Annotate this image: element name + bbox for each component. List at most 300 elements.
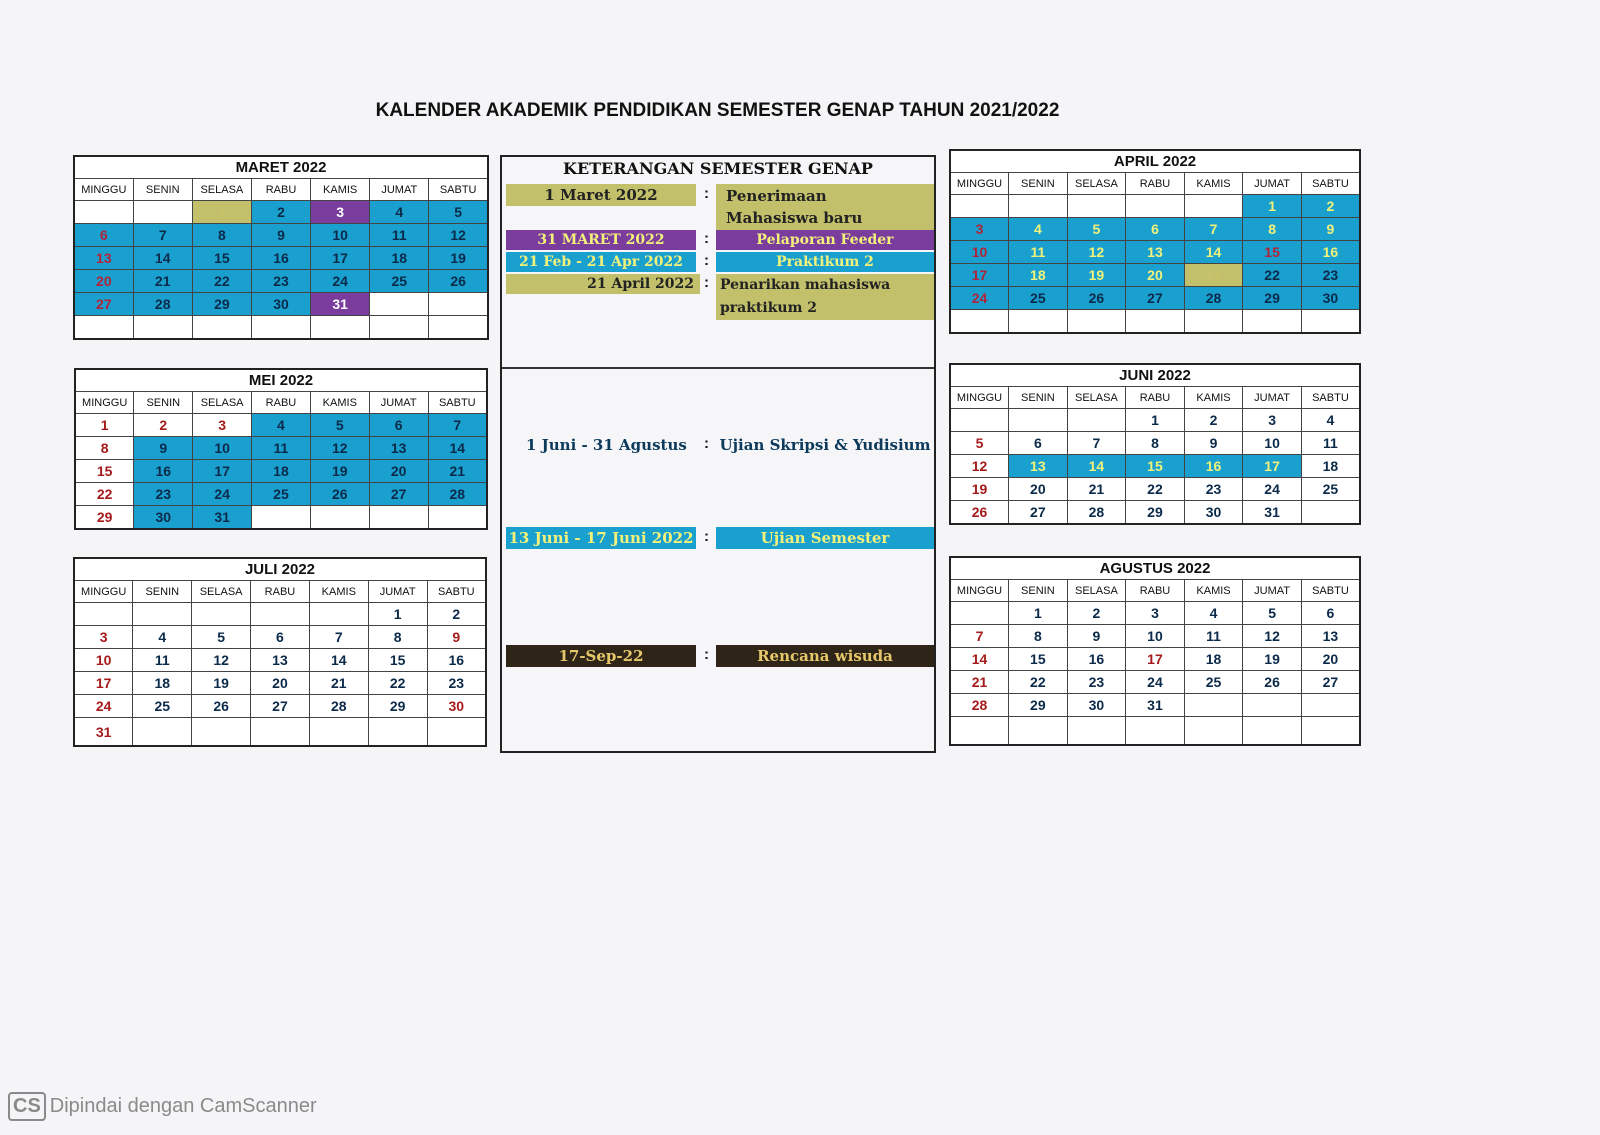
day-cell — [192, 603, 251, 626]
day-cell: 12 — [429, 224, 488, 247]
day-cell: 16 — [1184, 455, 1243, 478]
day-cell: 19 — [429, 247, 488, 270]
watermark-text: Dipindai dengan CamScanner — [49, 1095, 317, 1117]
day-cell: 21 — [133, 270, 192, 293]
day-cell: 7 — [133, 224, 192, 247]
day-cell — [133, 603, 192, 626]
event-desc: Penarikan mahasiswa praktikum 2 — [716, 274, 934, 320]
day-cell: 13 — [74, 247, 133, 270]
day-cell: 2 — [1067, 602, 1126, 625]
day-cell — [74, 201, 133, 224]
day-cell: 11 — [370, 224, 429, 247]
day-cell: 9 — [1067, 625, 1126, 648]
day-cell: 3 — [74, 626, 133, 649]
day-cell: 21 — [950, 671, 1009, 694]
event-date: 31 MARET 2022 — [506, 230, 696, 250]
day-header: SABTU — [1301, 173, 1360, 195]
day-cell: 15 — [1009, 648, 1068, 671]
colon: : — [704, 185, 709, 202]
day-cell — [133, 718, 192, 747]
day-cell: 8 — [192, 224, 251, 247]
day-cell: 2 — [134, 414, 193, 437]
day-cell: 9 — [1301, 218, 1360, 241]
day-cell — [1067, 717, 1126, 746]
day-cell — [1126, 310, 1185, 334]
month-title: MEI 2022 — [75, 369, 487, 392]
day-header: RABU — [251, 179, 310, 201]
day-cell: 16 — [427, 649, 486, 672]
event-date: 21 April 2022 — [506, 274, 700, 294]
day-cell: 1 — [192, 201, 251, 224]
day-cell: 28 — [428, 483, 487, 506]
day-header: MINGGU — [950, 173, 1009, 195]
day-cell — [429, 293, 488, 316]
day-cell — [1243, 694, 1302, 717]
day-cell: 27 — [74, 293, 133, 316]
day-header: SELASA — [192, 581, 251, 603]
day-header: SENIN — [134, 392, 193, 414]
day-header: KAMIS — [1184, 173, 1243, 195]
day-cell: 27 — [1301, 671, 1360, 694]
day-cell: 5 — [1243, 602, 1302, 625]
day-cell: 26 — [950, 501, 1009, 525]
day-cell: 31 — [193, 506, 252, 530]
day-cell: 23 — [1184, 478, 1243, 501]
day-cell: 4 — [133, 626, 192, 649]
day-header: SELASA — [1067, 580, 1126, 602]
day-cell — [74, 603, 133, 626]
day-cell: 3 — [1126, 602, 1185, 625]
day-cell: 26 — [1243, 671, 1302, 694]
day-cell: 17 — [1126, 648, 1185, 671]
day-header: MINGGU — [74, 581, 133, 603]
day-cell — [370, 316, 429, 340]
day-header: JUMAT — [1243, 580, 1302, 602]
day-cell — [1301, 310, 1360, 334]
day-cell: 20 — [251, 672, 310, 695]
day-cell: 1 — [75, 414, 134, 437]
day-cell — [427, 718, 486, 747]
day-cell: 5 — [429, 201, 488, 224]
day-header: SENIN — [1009, 387, 1068, 409]
day-cell — [950, 310, 1009, 334]
day-cell: 26 — [192, 695, 251, 718]
day-cell: 11 — [252, 437, 311, 460]
calendar-juli — [73, 557, 487, 747]
day-cell: 21 — [428, 460, 487, 483]
day-header: SENIN — [133, 581, 192, 603]
day-header: RABU — [251, 581, 310, 603]
day-header: SABTU — [1301, 387, 1360, 409]
day-cell — [133, 316, 192, 340]
day-cell: 18 — [370, 247, 429, 270]
day-cell: 13 — [1301, 625, 1360, 648]
day-cell: 8 — [75, 437, 134, 460]
day-cell — [1009, 310, 1068, 334]
calendar-april — [949, 149, 1361, 334]
day-header: JUMAT — [368, 581, 427, 603]
day-header: MINGGU — [950, 580, 1009, 602]
day-cell — [1067, 310, 1126, 334]
day-cell: 12 — [1243, 625, 1302, 648]
day-cell — [251, 718, 310, 747]
camscanner-watermark — [8, 1092, 317, 1121]
event-desc: Rencana wisuda — [716, 645, 934, 667]
day-cell: 4 — [1184, 602, 1243, 625]
day-cell: 16 — [1301, 241, 1360, 264]
day-cell — [309, 603, 368, 626]
day-header: SABTU — [427, 581, 486, 603]
day-cell: 28 — [133, 293, 192, 316]
day-cell: 14 — [428, 437, 487, 460]
day-cell — [1009, 717, 1068, 746]
day-cell — [1126, 717, 1185, 746]
day-header: RABU — [252, 392, 311, 414]
day-cell: 10 — [74, 649, 133, 672]
calendar-maret — [73, 155, 489, 340]
day-cell — [251, 316, 310, 340]
day-cell — [1301, 501, 1360, 525]
day-cell: 25 — [1301, 478, 1360, 501]
day-cell: 6 — [1301, 602, 1360, 625]
day-cell: 4 — [370, 201, 429, 224]
day-cell: 8 — [1126, 432, 1185, 455]
day-cell: 20 — [1126, 264, 1185, 287]
day-cell: 3 — [1243, 409, 1302, 432]
day-cell: 18 — [1009, 264, 1068, 287]
day-cell: 5 — [1067, 218, 1126, 241]
day-header: SELASA — [1067, 387, 1126, 409]
day-cell: 22 — [192, 270, 251, 293]
day-header: KAMIS — [1184, 387, 1243, 409]
day-cell: 21 — [1067, 478, 1126, 501]
day-cell: 19 — [310, 460, 369, 483]
calendar-juni — [949, 363, 1361, 525]
day-cell: 1 — [368, 603, 427, 626]
day-cell: 31 — [1243, 501, 1302, 525]
day-cell: 26 — [1067, 287, 1126, 310]
day-cell: 9 — [251, 224, 310, 247]
day-cell: 25 — [133, 695, 192, 718]
day-cell: 10 — [193, 437, 252, 460]
day-cell: 6 — [251, 626, 310, 649]
day-cell: 29 — [1243, 287, 1302, 310]
day-cell — [192, 316, 251, 340]
day-header: SENIN — [1009, 580, 1068, 602]
day-cell: 29 — [368, 695, 427, 718]
event-desc: Praktikum 2 — [716, 252, 934, 272]
day-cell — [1301, 694, 1360, 717]
day-cell: 17 — [950, 264, 1009, 287]
month-title: APRIL 2022 — [950, 150, 1360, 173]
day-header: SABTU — [428, 392, 487, 414]
day-cell: 18 — [1184, 648, 1243, 671]
day-cell: 5 — [192, 626, 251, 649]
day-cell: 25 — [370, 270, 429, 293]
colon: : — [704, 528, 709, 545]
day-cell — [1067, 409, 1126, 432]
day-cell: 1 — [1009, 602, 1068, 625]
day-cell — [192, 718, 251, 747]
day-cell: 25 — [252, 483, 311, 506]
day-cell: 14 — [1067, 455, 1126, 478]
day-cell: 18 — [133, 672, 192, 695]
day-cell: 13 — [1126, 241, 1185, 264]
day-cell: 18 — [1301, 455, 1360, 478]
day-cell — [950, 195, 1009, 218]
day-header: JUMAT — [370, 179, 429, 201]
day-cell: 22 — [75, 483, 134, 506]
day-cell: 16 — [251, 247, 310, 270]
day-cell: 29 — [192, 293, 251, 316]
day-cell: 24 — [74, 695, 133, 718]
day-cell: 17 — [74, 672, 133, 695]
day-cell: 24 — [1243, 478, 1302, 501]
day-cell: 22 — [1009, 671, 1068, 694]
day-cell — [428, 506, 487, 530]
day-cell: 17 — [311, 247, 370, 270]
day-cell: 19 — [950, 478, 1009, 501]
calendar-agustus — [949, 556, 1361, 746]
day-cell: 23 — [1301, 264, 1360, 287]
day-cell: 7 — [950, 625, 1009, 648]
day-cell: 11 — [133, 649, 192, 672]
day-cell: 30 — [134, 506, 193, 530]
day-cell: 20 — [1301, 648, 1360, 671]
day-cell — [1184, 310, 1243, 334]
day-cell: 7 — [428, 414, 487, 437]
day-cell: 12 — [192, 649, 251, 672]
day-cell — [950, 409, 1009, 432]
day-cell: 28 — [950, 694, 1009, 717]
day-cell: 23 — [134, 483, 193, 506]
day-cell: 9 — [427, 626, 486, 649]
day-header: KAMIS — [309, 581, 368, 603]
day-cell: 27 — [251, 695, 310, 718]
day-header: JUMAT — [369, 392, 428, 414]
month-title: JUNI 2022 — [950, 364, 1360, 387]
day-cell: 15 — [75, 460, 134, 483]
day-cell: 12 — [950, 455, 1009, 478]
day-cell: 7 — [1184, 218, 1243, 241]
day-cell: 27 — [369, 483, 428, 506]
day-cell — [251, 603, 310, 626]
day-cell: 7 — [309, 626, 368, 649]
day-cell: 19 — [1243, 648, 1302, 671]
day-header: SABTU — [1301, 580, 1360, 602]
day-cell: 3 — [950, 218, 1009, 241]
day-cell: 29 — [75, 506, 134, 530]
day-cell: 12 — [1067, 241, 1126, 264]
event-date: 13 Juni - 17 Juni 2022 — [506, 527, 696, 549]
day-cell — [1009, 409, 1068, 432]
day-cell: 24 — [311, 270, 370, 293]
day-header: MINGGU — [74, 179, 133, 201]
day-header: JUMAT — [1243, 387, 1302, 409]
day-cell — [950, 717, 1009, 746]
day-cell: 25 — [1184, 671, 1243, 694]
day-cell: 10 — [1243, 432, 1302, 455]
month-title: AGUSTUS 2022 — [950, 557, 1360, 580]
keterangan-title: KETERANGAN SEMESTER GENAP — [563, 159, 873, 178]
day-cell: 15 — [192, 247, 251, 270]
day-cell — [311, 316, 370, 340]
day-cell: 20 — [74, 270, 133, 293]
day-header: SELASA — [1067, 173, 1126, 195]
day-cell: 7 — [1067, 432, 1126, 455]
day-cell: 28 — [309, 695, 368, 718]
day-header: SENIN — [133, 179, 192, 201]
event-desc: Ujian Skripsi & Yudisium — [719, 436, 931, 454]
day-cell — [1184, 717, 1243, 746]
day-cell: 10 — [311, 224, 370, 247]
day-header: SABTU — [429, 179, 488, 201]
day-cell: 17 — [1243, 455, 1302, 478]
day-cell: 14 — [133, 247, 192, 270]
day-cell: 26 — [429, 270, 488, 293]
day-header: RABU — [1126, 580, 1185, 602]
keterangan-panel — [500, 155, 936, 753]
day-cell: 4 — [1009, 218, 1068, 241]
day-header: JUMAT — [1243, 173, 1302, 195]
day-cell: 19 — [1067, 264, 1126, 287]
day-cell — [1126, 195, 1185, 218]
event-date: 1 Juni - 31 Agustus — [526, 436, 687, 454]
day-cell: 28 — [1067, 501, 1126, 525]
day-cell: 15 — [1126, 455, 1185, 478]
day-cell: 29 — [1126, 501, 1185, 525]
day-cell: 12 — [310, 437, 369, 460]
day-cell: 29 — [1009, 694, 1068, 717]
day-cell: 11 — [1009, 241, 1068, 264]
day-cell: 27 — [1126, 287, 1185, 310]
day-cell: 18 — [252, 460, 311, 483]
day-cell: 20 — [369, 460, 428, 483]
day-cell — [1301, 717, 1360, 746]
day-cell: 13 — [251, 649, 310, 672]
day-cell: 24 — [193, 483, 252, 506]
day-cell: 28 — [1184, 287, 1243, 310]
day-header: KAMIS — [310, 392, 369, 414]
day-cell: 14 — [950, 648, 1009, 671]
day-header: SELASA — [193, 392, 252, 414]
day-cell: 30 — [251, 293, 310, 316]
day-header: MINGGU — [75, 392, 134, 414]
day-cell: 15 — [368, 649, 427, 672]
day-cell: 23 — [1067, 671, 1126, 694]
day-cell: 9 — [134, 437, 193, 460]
month-title: MARET 2022 — [74, 156, 488, 179]
divider — [502, 367, 934, 369]
colon: : — [704, 252, 709, 269]
day-cell: 6 — [74, 224, 133, 247]
page-title: KALENDER AKADEMIK PENDIDIKAN SEMESTER GENAP TAHUN 2021/2022 — [375, 100, 1060, 121]
event-date: 21 Feb - 21 Apr 2022 — [506, 252, 696, 272]
day-cell — [133, 201, 192, 224]
day-cell: 30 — [1184, 501, 1243, 525]
day-cell — [1009, 195, 1068, 218]
day-cell — [369, 506, 428, 530]
day-cell: 8 — [1009, 625, 1068, 648]
day-cell: 30 — [1301, 287, 1360, 310]
day-header: MINGGU — [950, 387, 1009, 409]
day-cell: 5 — [950, 432, 1009, 455]
day-cell — [1243, 310, 1302, 334]
day-cell: 21 — [309, 672, 368, 695]
event-desc: Penerimaan Mahasiswa baru — [716, 184, 934, 230]
day-cell: 9 — [1184, 432, 1243, 455]
day-header: SENIN — [1009, 173, 1068, 195]
day-cell: 16 — [1067, 648, 1126, 671]
day-cell: 4 — [1301, 409, 1360, 432]
day-cell: 11 — [1184, 625, 1243, 648]
day-cell — [1067, 195, 1126, 218]
day-cell: 8 — [1243, 218, 1302, 241]
day-cell: 10 — [1126, 625, 1185, 648]
day-cell: 6 — [1126, 218, 1185, 241]
day-cell: 2 — [251, 201, 310, 224]
day-cell: 30 — [427, 695, 486, 718]
calendar-mei — [74, 368, 488, 530]
day-cell: 14 — [1184, 241, 1243, 264]
day-cell: 8 — [368, 626, 427, 649]
event-date: 1 Maret 2022 — [506, 184, 696, 206]
day-cell — [310, 506, 369, 530]
day-cell — [368, 718, 427, 747]
day-header: SELASA — [192, 179, 251, 201]
day-cell — [1243, 717, 1302, 746]
day-cell: 13 — [369, 437, 428, 460]
event-date: 17-Sep-22 — [506, 645, 696, 667]
day-cell — [252, 506, 311, 530]
day-cell: 31 — [74, 718, 133, 747]
day-cell: 3 — [193, 414, 252, 437]
day-cell: 30 — [1067, 694, 1126, 717]
day-cell: 22 — [1126, 478, 1185, 501]
day-cell: 27 — [1009, 501, 1068, 525]
day-cell: 19 — [192, 672, 251, 695]
day-cell: 13 — [1009, 455, 1068, 478]
day-cell: 23 — [427, 672, 486, 695]
day-cell: 20 — [1009, 478, 1068, 501]
day-cell — [74, 316, 133, 340]
day-cell — [309, 718, 368, 747]
day-cell — [950, 602, 1009, 625]
day-cell: 3 — [311, 201, 370, 224]
colon: : — [704, 646, 709, 663]
colon: : — [704, 274, 709, 291]
colon: : — [704, 435, 709, 452]
day-header: RABU — [1126, 387, 1185, 409]
day-cell: 11 — [1301, 432, 1360, 455]
day-cell: 26 — [310, 483, 369, 506]
day-cell: 15 — [1243, 241, 1302, 264]
day-cell: 21 — [1184, 264, 1243, 287]
day-cell: 10 — [950, 241, 1009, 264]
event-desc: Pelaporan Feeder — [716, 230, 934, 250]
day-cell: 22 — [1243, 264, 1302, 287]
day-cell: 31 — [311, 293, 370, 316]
day-cell: 6 — [1009, 432, 1068, 455]
day-cell: 24 — [1126, 671, 1185, 694]
day-cell: 1 — [1126, 409, 1185, 432]
day-cell: 25 — [1009, 287, 1068, 310]
day-cell: 17 — [193, 460, 252, 483]
day-cell: 2 — [1184, 409, 1243, 432]
day-header: KAMIS — [1184, 580, 1243, 602]
colon: : — [704, 230, 709, 247]
month-title: JULI 2022 — [74, 558, 486, 581]
